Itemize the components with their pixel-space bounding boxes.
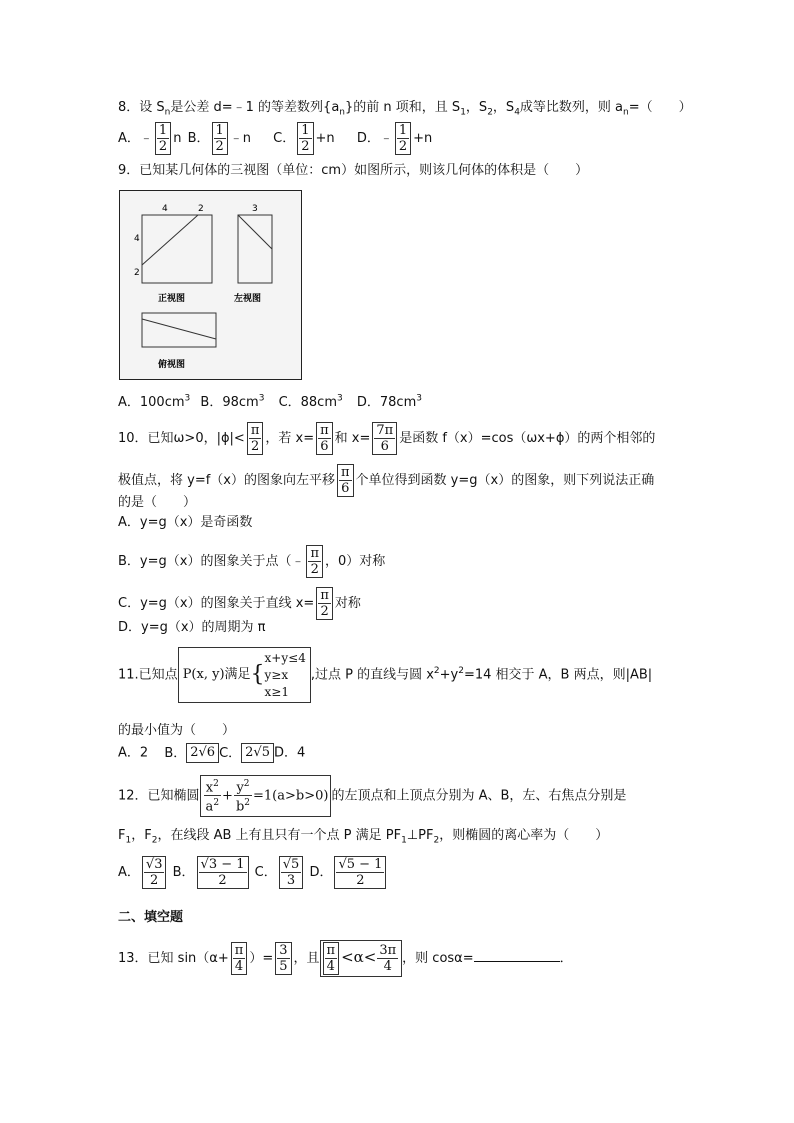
- front-view-diagonal: [142, 215, 198, 265]
- q11-condition-box: P(x, y)满足{ x+y≤4 y≥x x≥1: [178, 647, 311, 703]
- side-view-rect: [238, 215, 272, 283]
- q11-options: [118, 743, 305, 763]
- q12-options: [118, 856, 388, 889]
- fraction: $\frac{√3}{2}$: [142, 856, 167, 889]
- section-title: 二、填空题: [118, 910, 184, 925]
- q12-option-b[interactable]: B． $\frac{√3 - 1}{2}$: [173, 865, 251, 880]
- q8-option-d[interactable]: D．﹣ $\frac{1}{2}$ +n: [356, 123, 433, 154]
- ellipse-equation-box: $\frac{x^2}{a^2}$ + $\frac{y^2}{b^2}$ =1(a>b>0): [200, 775, 332, 817]
- q11-line-1: 11.已知点 P(x, y)满足{ x+y≤4 y≥x x≥1 ,过点 P 的直线与圆 $x^2+y^2=14$ 相交于 A，B 两点，则|AB|: [118, 647, 652, 703]
- inequality-box: $\frac{\pi}{4}$ <α< $\frac{3\pi}{4}$: [320, 940, 403, 977]
- q9-option-c[interactable]: C．$88cm^3$: [278, 394, 343, 411]
- fraction: $\frac{7\pi}{6}$: [372, 422, 397, 455]
- fraction: $\frac{\pi}{2}$: [306, 545, 323, 578]
- fraction: $\frac{\pi}{6}$: [337, 464, 354, 497]
- q11-option-b[interactable]: B． 2√6: [164, 746, 219, 761]
- q12-line-2: $F_1$，$F_2$，在线段 AB 上有且只有一个点 P 满足 $PF_1\perp PF_2$，则椭圆的离心率为（ ）: [118, 828, 609, 846]
- q10-option-c[interactable]: C．y=g（x）的图象关于直线 x= $\frac{\pi}{2}$ 对称: [118, 588, 361, 619]
- fraction: $\frac{\pi}{4}$: [231, 942, 248, 975]
- three-view-figure: [119, 190, 302, 380]
- front-view-label: 正视图: [158, 294, 186, 304]
- dim-4-left: 4: [134, 234, 140, 244]
- q8-options: [118, 122, 432, 155]
- q10-line-1: 10．已知ω>0，|ϕ|< $\frac{\pi}{2}$ ，若 x= $\frac{\pi}{6}$ 和 x= $\frac{7\pi}{6}$ 是函数 f（x）=cos（ωx+ϕ）的两个相邻的: [118, 423, 656, 454]
- dim-3: 3: [252, 204, 258, 214]
- q8-option-a[interactable]: A．﹣ $\frac{1}{2}$ n: [118, 123, 182, 154]
- fraction: $\frac{√5}{3}$: [279, 856, 304, 889]
- q11-option-d[interactable]: D．4: [273, 745, 306, 761]
- fraction: $\frac{1}{2}$: [212, 122, 228, 155]
- q12-option-a[interactable]: A． $\frac{√3}{2}$: [118, 865, 168, 880]
- fraction: $\frac{\pi}{2}$: [316, 587, 333, 620]
- dim-2-left: 2: [134, 268, 140, 278]
- fraction: $\frac{1}{2}$: [155, 122, 171, 155]
- q9-stem: 9．已知某几何体的三视图（单位：cm）如图所示，则该几何体的体积是（ ）: [118, 163, 589, 178]
- top-view-rect: [142, 313, 216, 347]
- q12-option-d[interactable]: D． $\frac{√5 - 1}{2}$: [309, 865, 388, 880]
- three-view-drawing: [120, 191, 301, 379]
- fraction: $\frac{√5 - 1}{2}$: [334, 856, 386, 889]
- front-view-rect: [142, 215, 212, 283]
- q8-option-b[interactable]: B． $\frac{1}{2}$ ﹣n: [187, 123, 252, 154]
- answer-blank[interactable]: [474, 949, 560, 962]
- q11-line-2: 的最小值为（ ）: [118, 723, 236, 738]
- fraction: $\frac{1}{2}$: [297, 122, 313, 155]
- q12-line-1: 12．已知椭圆 $\frac{x^2}{a^2}$ + $\frac{y^2}{b^2}$ =1(a>b>0) 的左顶点和上顶点分别为 A、B，左、右焦点分别是: [118, 775, 626, 817]
- dim-2-top: 2: [198, 204, 204, 214]
- q9-option-d[interactable]: D．$78cm^3$: [356, 394, 422, 411]
- q11-option-c[interactable]: C． 2√5: [219, 746, 274, 761]
- q10-option-d[interactable]: D．y=g（x）的周期为 π: [118, 620, 266, 635]
- fraction: $\frac{3}{5}$: [275, 942, 291, 975]
- fraction: $\frac{√3 - 1}{2}$: [197, 856, 249, 889]
- q11-option-a[interactable]: A．2: [118, 745, 149, 761]
- q9-options: [118, 391, 422, 411]
- fraction: $\frac{\pi}{6}$: [316, 422, 333, 455]
- q10-option-a[interactable]: A．y=g（x）是奇函数: [118, 515, 253, 530]
- side-view-label: 左视图: [234, 294, 262, 304]
- fraction: $\frac{\pi}{2}$: [247, 422, 264, 455]
- dim-4-top: 4: [162, 204, 168, 214]
- top-view-diagonal: [142, 319, 216, 339]
- q13-stem: 13．已知 sin（α+ $\frac{\pi}{4}$ ）= $\frac{3}{5}$ ，且 $\frac{\pi}{4}$ <α< $\frac{3\pi}{4}$ ，则 cosα= ．: [118, 940, 573, 977]
- q8-stem: 8．设 $S_n$是公差 d=﹣1 的等差数列$\{a_n\}$的前 n 项和，且 $S_1$，$S_2$，$S_4$成等比数列，则 $a_n=$（ ）: [118, 100, 692, 118]
- q10-line-3: 的是（ ）: [118, 495, 197, 510]
- q10-option-b[interactable]: B．y=g（x）的图象关于点（﹣ $\frac{\pi}{2}$ ，0）对称: [118, 546, 386, 577]
- q12-option-c[interactable]: C． $\frac{√5}{3}$: [255, 865, 306, 880]
- q8-option-c[interactable]: C． $\frac{1}{2}$ +n: [273, 123, 335, 154]
- side-view-diagonal: [238, 215, 272, 249]
- q9-option-a[interactable]: A．$100cm^3$: [118, 394, 191, 411]
- q10-line-2: 极值点，将 y=f（x）的图象向左平移 $\frac{\pi}{6}$ 个单位得到函数 y=g（x）的图象，则下列说法正确: [118, 465, 655, 496]
- top-view-label: 俯视图: [158, 360, 186, 370]
- q9-option-b[interactable]: B．$98cm^3$: [200, 394, 265, 411]
- fraction: $\frac{1}{2}$: [395, 122, 411, 155]
